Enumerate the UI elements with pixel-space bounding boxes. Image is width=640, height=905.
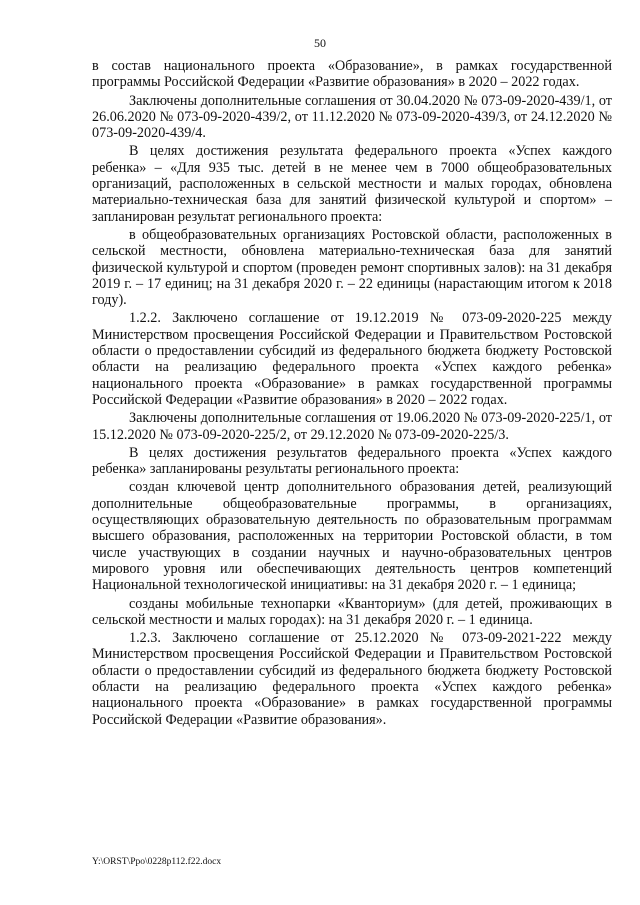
file-path-footer: Y:\ORST\Ppo\0228p112.f22.docx <box>92 857 222 867</box>
paragraph: в общеобразовательных организациях Ростовской области, расположенных в сельской местности, обновлена материально-техническая база для занятий физической культурой и спортом (проведен ремонт спортивных залов): на 31 декабря 2019 г. – 17 единиц; на 31 декабря 2020 г. – 22 единицы (нарастающим итогом к 2018 году). <box>92 226 612 309</box>
paragraph: создан ключевой центр дополнительного образования детей, реализующий дополнительные общеобразовательные программы, в организациях, осуществляющих образовательную деятельность по образовательным программам высшего образования, расположенных на территории Ростовской области, в том числе участвующих в создании научных и научно-образовательных центров мирового уровня или обеспечивающих деятельность центров компетенций Национальной технологической инициативы: на 31 декабря 2020 г. – 1 единица; <box>92 479 612 594</box>
document-body <box>92 58 612 730</box>
paragraph: Заключены дополнительные соглашения от 30.04.2020 № 073-09-2020-439/1, от 26.06.2020 № 073-09-2020-439/2, от 11.12.2020 № 073-09-2020-439/3, от 24.12.2020 № 073-09-2020-439/4. <box>92 92 612 142</box>
paragraph: Заключены дополнительные соглашения от 19.06.2020 № 073-09-2020-225/1, от 15.12.2020 № 073-09-2020-225/2, от 29.12.2020 № 073-09-2020-225/3. <box>92 410 612 443</box>
paragraph: созданы мобильные технопарки «Кванториум» (для детей, проживающих в сельской местности и малых городах): на 31 декабря 2020 г. – 1 единица. <box>92 595 612 628</box>
paragraph: В целях достижения результата федерального проекта «Успех каждого ребенка» – «Для 935 тыс. детей в не менее чем в 7000 общеобразовательных организаций, расположенных в сельской местности и малых городах, обновлена материально-техническая база для занятий физической культурой и спортом» – запланирован результат регионального проекта: <box>92 143 612 225</box>
page-number: 50 <box>314 36 326 50</box>
paragraph: 1.2.3. Заключено соглашение от 25.12.2020 № 073-09-2021-222 между Министерством просвещения Российской Федерации и Правительством Ростовской области о предоставлении субсидий из федерального бюджета бюджету Ростовской области на реализацию федерального проекта «Успех каждого ребенка» национального проекта «Образование» в рамках государственной программы Российской Федерации «Развитие образования». <box>92 630 612 728</box>
paragraph: В целях достижения результатов федерального проекта «Успех каждого ребенка» запланированы результаты регионального проекта: <box>92 444 612 478</box>
paragraph: в состав национального проекта «Образование», в рамках государственной программы Российской Федерации «Развитие образования» в 2020 – 2022 годах. <box>92 58 612 91</box>
paragraph: 1.2.2. Заключено соглашение от 19.12.2019 № 073-09-2020-225 между Министерством просвещения Российской Федерации и Правительством Ростовской области о предоставлении субсидий из федерального бюджета бюджету Ростовской области на реализацию федерального проекта «Успех каждого ребенка» национального проекта «Образование» в рамках государственной программы Российской Федерации «Развитие образования» в 2020 – 2022 годах. <box>92 310 612 408</box>
